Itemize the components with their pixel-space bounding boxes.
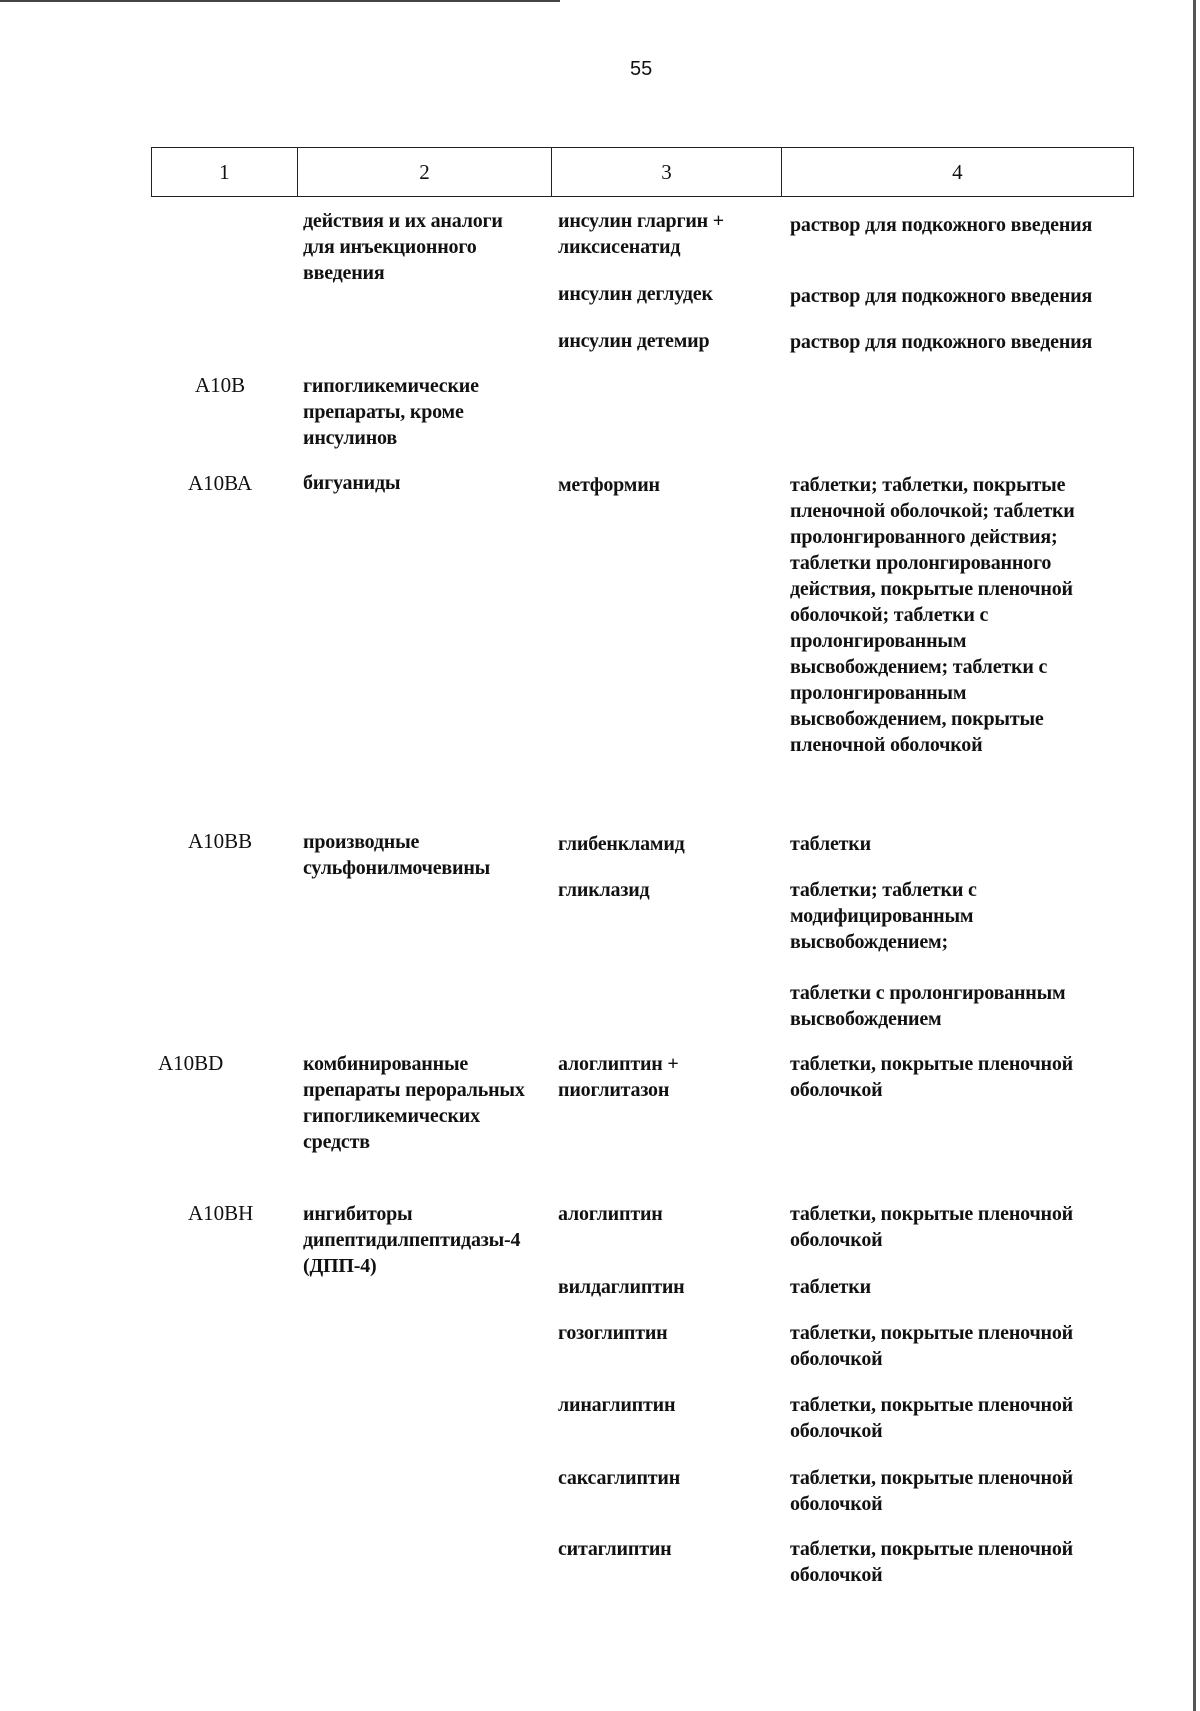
- drug-name: гликлазид: [558, 879, 650, 901]
- group-name: гипогликемические препараты, кроме инсулинов: [303, 375, 479, 449]
- group-name: комбинированные препараты пероральных гипогликемических средств: [303, 1053, 525, 1153]
- dosage-form: раствор для подкожного введения: [790, 331, 1093, 353]
- dosage-form: таблетки: [790, 1276, 871, 1298]
- scan-right-edge: [1193, 0, 1196, 1711]
- group-name: действия и их аналоги для инъекционного введения: [303, 210, 503, 284]
- drug-name: инсулин гларгин + ликсисенатид: [558, 210, 724, 258]
- header-col-2: 2: [298, 148, 552, 196]
- dosage-form: таблетки, покрытые пленочной оболочкой: [790, 1053, 1073, 1101]
- drug-name: алоглиптин: [558, 1203, 663, 1225]
- group-name: бигуаниды: [303, 472, 401, 494]
- dosage-form: таблетки, покрытые пленочной оболочкой: [790, 1322, 1073, 1370]
- atc-code: А10ВВ: [188, 829, 253, 853]
- header-col-4: 4: [952, 159, 963, 184]
- drug-name: инсулин детемир: [558, 330, 710, 352]
- atc-code: А10В: [195, 373, 246, 397]
- drug-name: гозоглиптин: [558, 1322, 668, 1344]
- atc-code: А10ВА: [188, 471, 253, 495]
- dosage-form: таблетки, покрытые пленочной оболочкой: [790, 1394, 1073, 1442]
- drug-name: инсулин деглудек: [558, 283, 713, 305]
- table-left-rule: [151, 196, 291, 197]
- drug-name: саксаглиптин: [558, 1467, 681, 1489]
- group-name: производные сульфонилмочевины: [303, 831, 491, 879]
- atc-code: А10ВD: [158, 1051, 224, 1075]
- scan-top-edge: [0, 0, 560, 2]
- dosage-form: таблетки: [790, 833, 871, 855]
- dosage-form: таблетки, покрытые пленочной оболочкой: [790, 1538, 1073, 1586]
- dosage-form: таблетки; таблетки, покрытые пленочной оболочкой; таблетки пролонгированного действия; таблетки пролонгированного действия, покрытые пленочной оболочкой; таблетки с пролонгированным высвобождением; таблетки с пролонгированным высвобождением, покрытые пленочной оболочкой: [790, 474, 1075, 756]
- drug-name: линаглиптин: [558, 1394, 676, 1416]
- table-header: [151, 147, 1134, 197]
- dosage-form: таблетки, покрытые пленочной оболочкой: [790, 1467, 1073, 1515]
- header-col-3: 3: [552, 148, 782, 196]
- dosage-form: таблетки, покрытые пленочной оболочкой: [790, 1203, 1073, 1251]
- drug-name: алоглиптин + пиоглитазон: [558, 1053, 679, 1101]
- header-col-1: 1: [152, 148, 298, 196]
- dosage-form: раствор для подкожного введения: [790, 214, 1093, 236]
- drug-name: глибенкламид: [558, 833, 685, 855]
- group-name: ингибиторы дипептидилпептидазы-4 (ДПП-4): [303, 1203, 521, 1277]
- atc-code: А10ВН: [188, 1201, 254, 1225]
- dosage-form: таблетки с пролонгированным высвобождением: [790, 982, 1066, 1030]
- drug-name: метформин: [558, 474, 660, 496]
- page-number: 55: [630, 58, 653, 80]
- dosage-form: таблетки; таблетки с модифицированным высвобождением;: [790, 879, 977, 953]
- drug-name: вилдаглиптин: [558, 1276, 685, 1298]
- dosage-form: раствор для подкожного введения: [790, 285, 1093, 307]
- drug-name: ситаглиптин: [558, 1538, 672, 1560]
